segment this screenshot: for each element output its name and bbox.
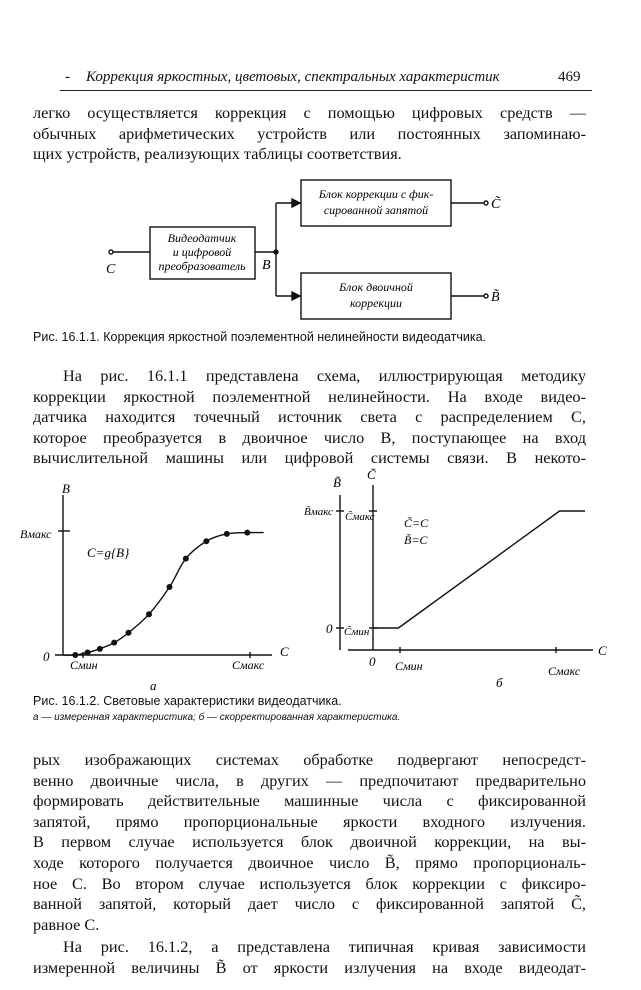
running-header-dash: -: [65, 69, 70, 85]
right-bmax-label: B̃макс: [304, 506, 333, 518]
text-line: В первом случае используется блок двоичной коррекции, на вы-: [33, 832, 586, 852]
left-y-axis-label: B: [62, 481, 70, 496]
text-line: измеренной величины B̃ от яркости излучения на входе видеодат-: [33, 957, 586, 977]
data-point: [111, 640, 117, 646]
right-cmin-label: C̃мин: [344, 626, 370, 638]
left-xmin-label: Cмин: [70, 658, 98, 672]
formula-label: C=g{B}: [87, 545, 130, 560]
text-line: ванной запятой, который дает число с фиксированной запятой C̃,: [33, 894, 586, 914]
sensor-label-2: и цифровой: [172, 245, 232, 259]
text-line: равное C.: [33, 914, 100, 934]
data-point: [203, 538, 209, 544]
left-x-axis-label: C: [280, 644, 289, 659]
eq-c-label: C̃=C: [404, 516, 429, 530]
right-origin-label: 0: [369, 654, 376, 669]
data-point: [146, 611, 152, 617]
right-xmax-label: Cмакс: [548, 664, 581, 678]
input-label: C: [106, 262, 116, 277]
left-xmax-label: Cмакс: [232, 658, 265, 672]
mid-label: B: [262, 258, 271, 273]
figure-1-caption: Рис. 16.1.1. Коррекция яркостной поэлементной нелинейности видеодатчика.: [33, 330, 487, 344]
text-line: легко осуществляется коррекция с помощью цифровых средств —: [33, 103, 586, 122]
text-line: коррекции яркостной поэлементной нелинейности. На входе видео-: [33, 386, 586, 406]
fixed-block-label-2: сированной запятой: [323, 203, 429, 217]
eq-b-label: B̃=C: [404, 533, 428, 547]
figure-2-caption: Рис. 16.1.2. Световые характеристики видеодатчика.: [33, 694, 342, 708]
text-line: которое преобразуется в двоичное число B, поступающее на вход: [33, 427, 586, 447]
output-binary-label: B̃: [491, 290, 500, 305]
right-panel-letter: б: [496, 675, 503, 690]
figure-2-subcaption: а — измеренная характеристика; б — скорректированная характеристика.: [33, 712, 401, 723]
paragraph-2: [33, 366, 586, 469]
text-line: запятой, прямо пропорциональные яркости входного излучения.: [33, 811, 586, 831]
text-line: ходе которого получается двоичное число B̃, прямо пропорциональ-: [33, 852, 586, 872]
binary-block-label-2: коррекции: [349, 296, 403, 310]
page-number: 469: [558, 69, 581, 85]
data-point: [244, 530, 250, 536]
right-c-axis-label: C̃: [367, 467, 376, 482]
text-line: рых изображающих системах обработке подвергают непосредст-: [33, 750, 586, 769]
right-x-axis-label: C: [598, 643, 607, 658]
paragraph-1: [33, 103, 586, 165]
paragraph-3: [33, 750, 586, 935]
header-rule: [60, 90, 592, 91]
text-line: формировать действительные машинные числа с фиксированной: [33, 791, 586, 811]
right-cmax-label: C̃макс: [345, 511, 375, 523]
data-point: [166, 584, 172, 590]
right-xmin-label: Cмин: [395, 659, 423, 673]
text-line: венно двоичные числа, в других — предпочитают предварительно: [33, 770, 586, 790]
data-point: [126, 630, 132, 636]
text-line: На рис. 16.1.2, а представлена типичная кривая зависимости: [63, 937, 586, 956]
data-point: [97, 646, 103, 652]
fixed-block-label-1: Блок коррекции с фик-: [318, 187, 434, 201]
left-ymax-label: Bмакс: [20, 527, 52, 541]
block-diagram: [0, 170, 641, 330]
text-line: На рис. 16.1.1 представлена схема, иллюстрирующая методику: [63, 366, 586, 385]
data-point: [183, 556, 189, 562]
text-line: ное C. Во втором случае используется блок коррекции с фиксиро-: [33, 873, 586, 893]
right-b-axis-label: B̃: [333, 475, 341, 490]
sensor-label-3: преобразователь: [158, 259, 246, 273]
data-point: [224, 531, 230, 537]
output-fixed-label: C̃: [491, 197, 501, 212]
data-point: [85, 650, 91, 656]
paragraph-4: [33, 937, 586, 978]
text-line: вычислительной машины или цифровой системы связи. В некото-: [33, 448, 586, 468]
binary-block-label-1: Блок двоичной: [339, 280, 413, 294]
sensor-label-1: Видеодатчик: [167, 231, 237, 245]
text-line: обычных арифметических устройств или постоянных запоминаю-: [33, 123, 586, 143]
left-origin-label: 0: [43, 649, 50, 664]
text-line: щих устройств, реализующих таблицы соответствия.: [33, 144, 402, 164]
left-panel-letter: а: [150, 678, 157, 693]
running-header-title: Коррекция яркостных, цветовых, спектральных характеристик: [86, 69, 500, 85]
right-zero-label: 0: [326, 621, 333, 636]
figure-2-charts: [0, 465, 641, 695]
text-line: датчика находится точечный источник света с распределением C,: [33, 407, 586, 427]
